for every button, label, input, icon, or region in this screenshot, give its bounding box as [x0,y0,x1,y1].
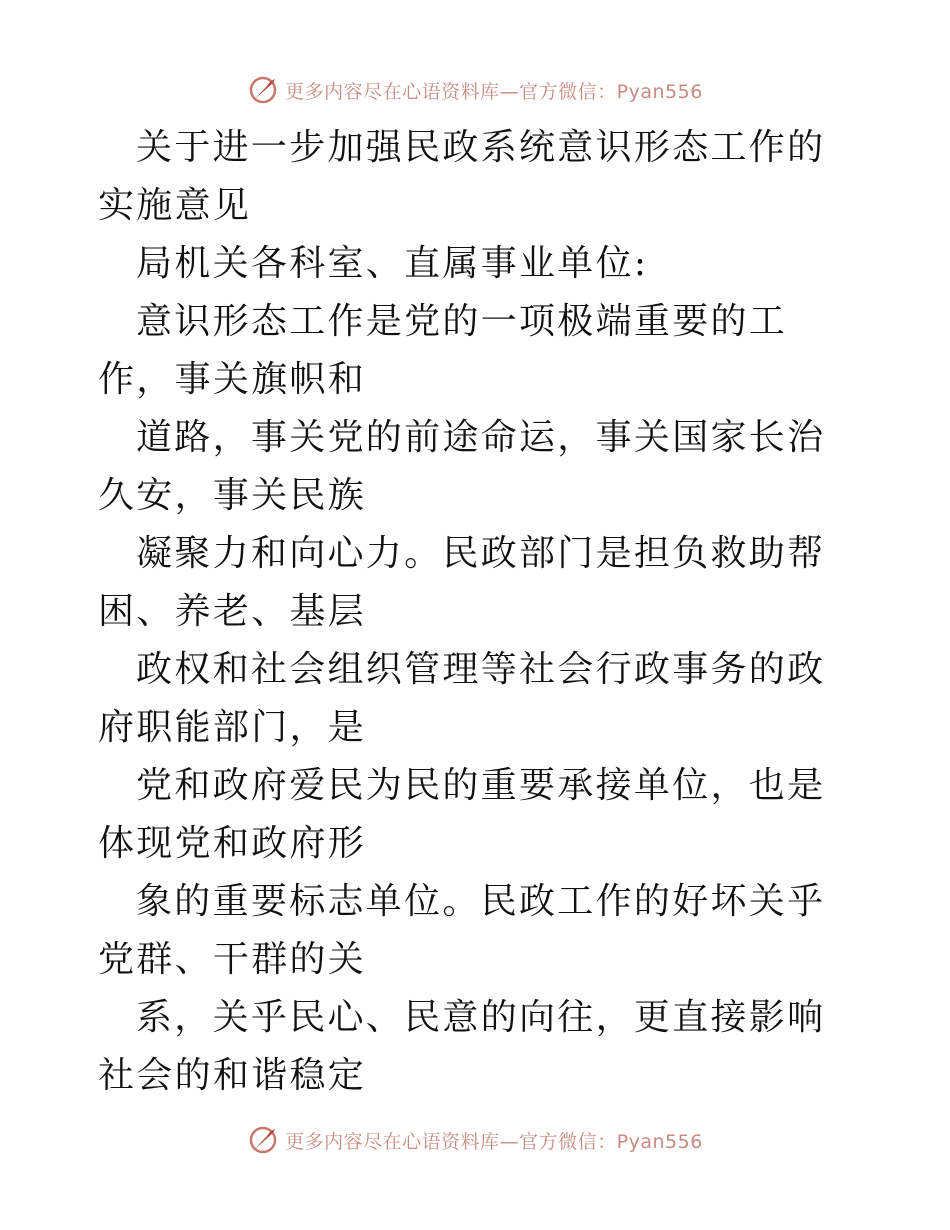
body-line: 象的重要标志单位。民政工作的好坏关乎党群、干群的关 [98,881,826,980]
watermark-text: 更多内容尽在心语资料库—官方微信：Pyan556 [285,1130,703,1153]
body-line: 政权和社会组织管理等社会行政事务的政府职能部门，是 [98,649,826,748]
body-line: 凝聚力和向心力。民政部门是担负救助帮困、养老、基层 [98,533,826,632]
document-body [98,119,858,1105]
watermark-text: 更多内容尽在心语资料库—官方微信：Pyan556 [285,80,703,103]
salutation: 局机关各科室、直属事业单位: [136,243,649,284]
body-line: 党和政府爱民为民的重要承接单位，也是体现党和政府形 [98,765,826,864]
quill-pen-seal-icon [247,73,281,107]
body-line: 系，关乎民心、民意的向往，更直接影响社会的和谐稳定 [98,997,826,1096]
footer-watermark [0,1120,950,1160]
body-line: 道路，事关党的前途命运，事关国家长治久安，事关民族 [98,417,826,516]
document-title: 关于进一步加强民政系统意识形态工作的实施意见 [98,127,826,226]
quill-pen-seal-icon [247,1123,281,1157]
body-line: 意识形态工作是党的一项极端重要的工作，事关旗帜和 [98,301,788,400]
header-watermark [0,70,950,110]
